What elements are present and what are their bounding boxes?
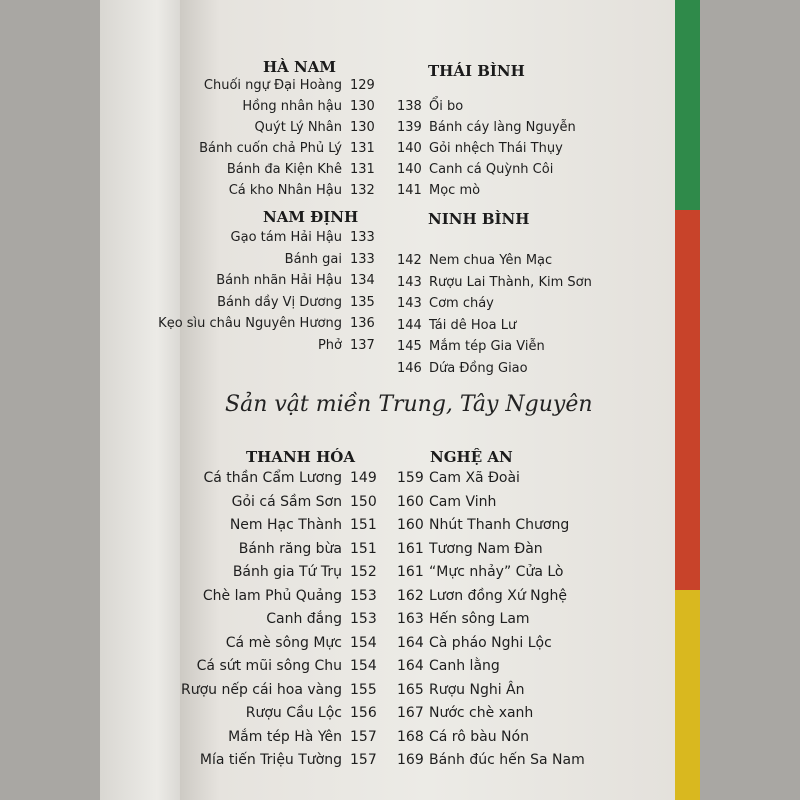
toc-entry-name: Gạo tám Hải Hậu <box>230 230 342 245</box>
toc-entry-page: 162 <box>397 587 424 604</box>
toc-entry-page: 150 <box>350 493 377 510</box>
toc-entry-name: Tương Nam Đàn <box>429 540 543 557</box>
toc-entry-page: 145 <box>397 339 422 354</box>
toc-entry-page: 138 <box>397 99 422 114</box>
toc-entry-name: Canh cá Quỳnh Côi <box>429 162 554 177</box>
toc-entry-name: Cam Xã Đoài <box>429 470 520 486</box>
toc-entry-name: Hồng nhân hậu <box>242 99 342 114</box>
toc-entry-page: 157 <box>350 728 377 745</box>
toc-entry-page: 131 <box>350 162 375 177</box>
toc-entry-page: 149 <box>350 470 377 486</box>
toc-entry-page: 159 <box>397 470 424 486</box>
toc-entry-name: Rượu Lai Thành, Kim Sơn <box>429 274 592 290</box>
toc-entry-name: Cá mè sông Mực <box>225 634 342 651</box>
toc-entry-page: 151 <box>350 517 377 533</box>
toc-entry-page: 155 <box>350 681 377 698</box>
section-title: Sản vật miền Trung, Tây Nguyên <box>225 392 593 417</box>
toc-entry-page: 165 <box>397 681 424 698</box>
toc-entry-page: 153 <box>350 611 377 627</box>
toc-entry-page: 161 <box>397 540 424 557</box>
toc-entry-page: 129 <box>350 78 375 93</box>
toc-entry-page: 157 <box>350 752 377 768</box>
toc-entry-page: 160 <box>397 493 424 510</box>
toc-entry-page: 143 <box>397 274 422 290</box>
toc-entry-page: 135 <box>350 294 375 310</box>
region-heading: NINH BÌNH <box>428 210 530 228</box>
toc-entry-name: Bánh cáy làng Nguyễn <box>429 120 576 135</box>
toc-entry-name: Mía tiến Triệu Tường <box>199 752 342 768</box>
toc-entry-name: Cá kho Nhân Hậu <box>228 183 342 198</box>
toc-entry-name: Tái dê Hoa Lư <box>429 317 517 333</box>
toc-entry-page: 164 <box>397 658 424 674</box>
toc-entry-page: 142 <box>397 253 422 268</box>
toc-entry-page: 132 <box>350 183 375 198</box>
toc-entry-page: 130 <box>350 99 375 114</box>
toc-entry-name: Lươn đồng Xứ Nghệ <box>429 587 567 604</box>
toc-entry-name: Mọc mò <box>429 183 481 198</box>
toc-entry-name: “Mực nhảy” Cửa Lò <box>429 564 564 580</box>
toc-entry-name: Ổi bo <box>429 99 464 114</box>
toc-entry-name: Bánh răng bừa <box>238 540 342 557</box>
toc-entry-page: 140 <box>397 141 422 156</box>
toc-entry-name: Gỏi cá Sầm Sơn <box>231 493 342 510</box>
toc-entry-page: 143 <box>397 296 422 311</box>
toc-entry-name: Quýt Lý Nhân <box>254 120 342 135</box>
toc-entry-name: Cá sứt mũi sông Chu <box>196 658 342 674</box>
toc-entry-page: 133 <box>350 230 375 245</box>
toc-entry-name: Canh lằng <box>429 658 500 674</box>
toc-entry-name: Bánh gai <box>284 251 342 267</box>
toc-entry-page: 146 <box>397 360 422 376</box>
toc-entry-page: 163 <box>397 611 424 627</box>
toc-entry-page: 144 <box>397 317 422 333</box>
toc-entry-page: 160 <box>397 517 424 533</box>
toc-entry-page: 133 <box>350 251 375 267</box>
toc-entry-page: 130 <box>350 120 375 135</box>
toc-entry-page: 139 <box>397 120 422 135</box>
toc-entry-name: Canh đắng <box>266 611 342 627</box>
toc-entry-name: Bánh cuốn chả Phủ Lý <box>199 141 342 156</box>
toc-entry-name: Mắm tép Hà Yên <box>228 728 342 745</box>
toc-entry-name: Hến sông Lam <box>429 611 530 627</box>
toc-entry-page: 168 <box>397 728 424 745</box>
toc-entry-page: 131 <box>350 141 375 156</box>
toc-entry-page: 169 <box>397 752 424 768</box>
toc-entry-name: Kẹo sìu châu Nguyên Hương <box>158 316 342 331</box>
toc-entry-page: 164 <box>397 634 424 651</box>
toc-entry-name: Bánh gia Tứ Trụ <box>232 564 342 580</box>
toc-entry-name: Chè lam Phủ Quảng <box>202 587 342 604</box>
toc-entry-page: 140 <box>397 162 422 177</box>
toc-entry-page: 153 <box>350 587 377 604</box>
region-heading: HÀ NAM <box>263 58 336 76</box>
toc-entry-page: 167 <box>397 705 424 721</box>
toc-entry-name: Rượu nếp cái hoa vàng <box>180 681 342 698</box>
toc-entry-name: Nước chè xanh <box>429 705 534 721</box>
toc-entry-name: Chuối ngự Đại Hoàng <box>203 78 342 93</box>
toc-entry-name: Cà pháo Nghi Lộc <box>429 634 552 651</box>
toc-entry-page: 134 <box>350 273 375 288</box>
toc-entry-page: 154 <box>350 634 377 651</box>
toc-entry-name: Nhút Thanh Chương <box>429 517 570 533</box>
toc-entry-page: 151 <box>350 540 377 557</box>
toc-entry-name: Nem chua Yên Mạc <box>429 253 553 268</box>
toc-entry-page: 161 <box>397 564 424 580</box>
toc-entry-name: Gỏi nhệch Thái Thụy <box>429 141 563 156</box>
toc-entry-name: Cá thần Cẩm Lương <box>203 470 342 486</box>
toc-entry-page: 152 <box>350 564 377 580</box>
toc-entry-page: 141 <box>397 183 422 198</box>
toc-entry-name: Cơm cháy <box>429 296 494 311</box>
toc-entry-page: 137 <box>350 337 375 353</box>
toc-entry-name: Nem Hạc Thành <box>229 517 342 533</box>
toc-entry-name: Mắm tép Gia Viễn <box>429 339 545 354</box>
toc-entry-name: Dứa Đồng Giao <box>429 360 528 376</box>
toc-entry-name: Rượu Nghi Ân <box>429 681 525 698</box>
toc-entry-name: Bánh dầy Vị Dương <box>217 294 342 310</box>
toc-entry-name: Bánh đa Kiện Khê <box>226 162 342 177</box>
toc-entry-name: Bánh nhãn Hải Hậu <box>216 273 342 288</box>
region-heading: NGHỆ AN <box>430 448 513 466</box>
region-heading: NAM ĐỊNH <box>263 208 359 226</box>
toc-entry-name: Bánh đúc hến Sa Nam <box>429 752 585 768</box>
toc-entry-page: 156 <box>350 705 377 721</box>
region-heading: THANH HÓA <box>246 448 355 466</box>
toc-entry-name: Cá rô bàu Nón <box>429 728 529 745</box>
toc-entry-page: 136 <box>350 316 375 331</box>
toc-entry-name: Cam Vinh <box>429 493 497 510</box>
toc-entry-page: 154 <box>350 658 377 674</box>
toc-entry-name: Phở <box>317 337 342 353</box>
region-heading: THÁI BÌNH <box>428 62 525 80</box>
toc-entry-name: Rượu Cầu Lộc <box>245 705 342 721</box>
